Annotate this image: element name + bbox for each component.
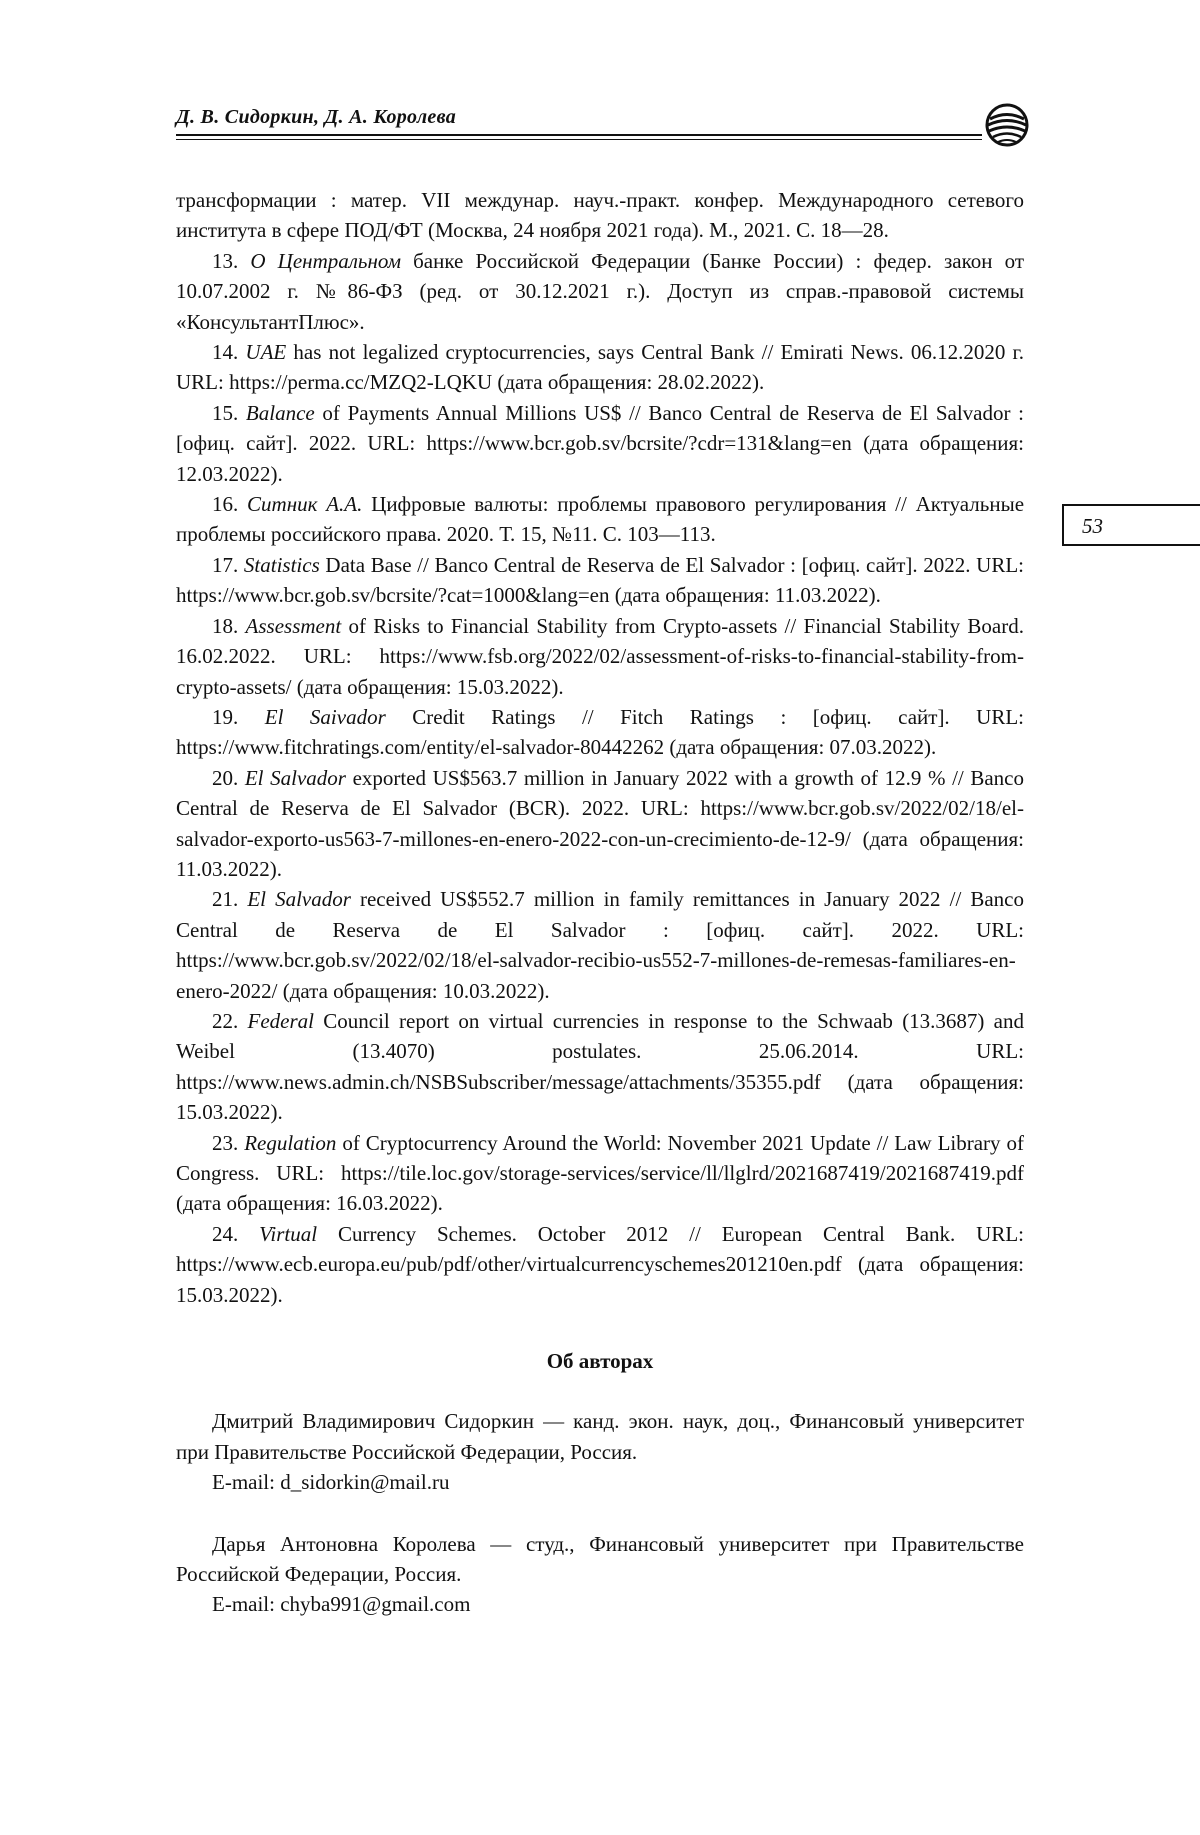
reference-item: 23. Regulation of Cryptocurrency Around the World: November 2021 Update // Law Library of Congress. URL: https://tile.loc.gov/storage-services/service/ll/llglrd/2021687419/2021687419.pdf (дата обращения: 16.03.2022).: [176, 1130, 1025, 1216]
page-content: [176, 185, 1024, 1620]
reference-item: 24. Virtual Currency Schemes. October 2012 // European Central Bank. URL: https://www.ecb.europa.eu/pub/pdf/other/virtualcurrencyschemes201210en.pdf (дата обращения: 15.03.2022).: [176, 1221, 1025, 1307]
reference-item: 17. Statistics Data Base // Banco Central de Reserva de El Salvador : [офиц. сайт]. 2022. URL: https://www.bcr.gob.sv/bcrsite/?cat=1000&lang=en (дата обращения: 11.03.2022).: [176, 552, 1025, 608]
journal-logo-icon: [984, 102, 1030, 148]
header-authors: Д. В. Сидоркин, Д. А. Королева: [176, 106, 456, 128]
author-info: Дарья Антоновна Королева — студ., Финансовый университет при Правительстве Российской Федерации, Россия.: [176, 1531, 1024, 1587]
spacer: [176, 1498, 1024, 1529]
reference-item: 20. El Salvador exported US$563.7 million in January 2022 with a growth of 12.9 % // Banco Central de Reserva de El Salvador (BCR). 2022. URL: https://www.bcr.gob.sv/2022/02/18/el-salvador-exporto-us563-7-millones-en-enero-2022-con-un-crecimiento-de-12-9/ (дата обращения: 11.03.2022).: [176, 765, 1024, 881]
reference-item: 14. UAE has not legalized cryptocurrencies, says Central Bank // Emirati News. 06.12.2020 г. URL: https://perma.cc/MZQ2-LQKU (дата обращения: 28.02.2022).: [176, 340, 1025, 395]
header-rule: [176, 134, 982, 136]
author-email: E-mail: chyba991@gmail.com: [212, 1592, 471, 1617]
reference-item: 16. Ситник А.А. Цифровые валюты: проблемы правового регулирования // Актуальные проблемы российского права. 2020. Т. 15, №11. С. 103—113.: [176, 492, 1025, 547]
page-number: 53: [1082, 514, 1103, 538]
about-authors-title: Об авторах: [546, 1349, 654, 1374]
reference-item: 19. El Saivador Credit Ratings // Fitch Ratings : [офиц. сайт]. URL: https://www.fitchratings.com/entity/el-salvador-80442262 (дата обращения: 07.03.2022).: [176, 704, 1025, 760]
page-number-box: [1062, 504, 1200, 546]
author-email: E-mail: d_sidorkin@mail.ru: [212, 1470, 450, 1495]
reference-item: 15. Balance of Payments Annual Millions US$ // Banco Central de Reserva de El Salvador : [офиц. сайт]. 2022. URL: https://www.bcr.gob.sv/bcrsite/?cdr=131&lang=en (дата обращения: 12.03.2022).: [176, 400, 1024, 486]
running-header: [176, 100, 1030, 144]
reference-item: 13. О Центральном банке Российской Федерации (Банке России) : федер. закон от 10.07.2002 г. №86-ФЗ (ред. от 30.12.2021 г.). Доступ из справ.-правовой системы «КонсультантПлюс».: [176, 248, 1025, 334]
reference-item: 18. Assessment of Risks to Financial Stability from Crypto-assets // Financial Stability Board. 16.02.2022. URL: https://www.fsb.org/2022/02/assessment-of-risks-to-financial-stability-from-crypto-assets/ (дата обращения: 15.03.2022).: [176, 613, 1025, 699]
reference-continuation: трансформации : матер. VII междунар. науч.-практ. конфер. Международного сетевого института в сфере ПОД/ФТ (Москва, 24 ноября 2021 года). М., 2021. С. 18—28.: [176, 188, 1024, 243]
reference-item: 21. El Salvador received US$552.7 million in family remittances in January 2022 // Banco Central de Reserva de El Salvador : [офиц. сайт]. 2022. URL: https://www.bcr.gob.sv/2022/02/18/el-salvador-recibio-us552-7-millones-de-remesas-familiares-en-enero-2022/ (дата обращения: 10.03.2022).: [176, 887, 1025, 1003]
reference-item: 22. Federal Council report on virtual currencies in response to the Schwaab (13.3687) and Weibel (13.4070) postulates. 25.06.2014. URL: https://www.news.admin.ch/NSBSubscriber/message/attachments/35355.pdf (дата обращения: 15.03.2022).: [176, 1008, 1025, 1125]
header-rule-thin: [176, 139, 982, 140]
author-info: Дмитрий Владимирович Сидоркин — канд. экон. наук, доц., Финансовый университет при Правительстве Российской Федерации, Россия.: [176, 1409, 1024, 1464]
